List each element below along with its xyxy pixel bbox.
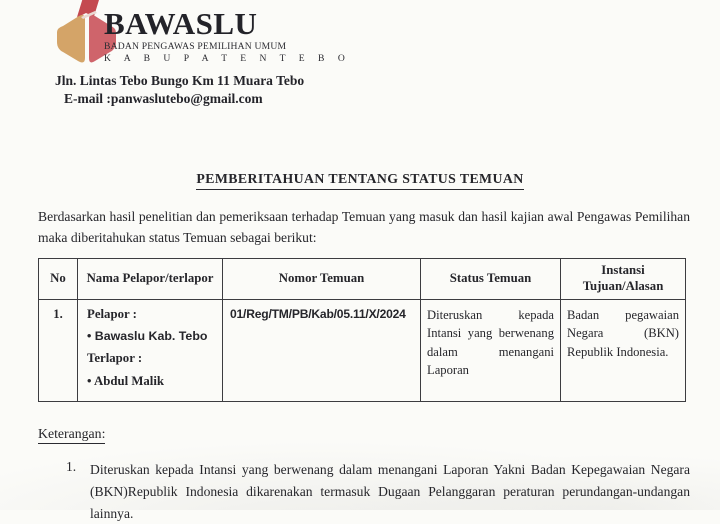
org-block [104, 8, 350, 63]
org-subtitle: BADAN PENGAWAS PEMILIHAN UMUM [104, 41, 287, 52]
cell-nama [78, 300, 223, 402]
intro-paragraph: Berdasarkan hasil penelitian dan pemeriksaan terhadap Temuan yang masuk dan hasil kajian awal Pengawas Pemilihan maka diberitahukan status Temuan sebagai berikut: [38, 209, 690, 246]
header-nomor: Nomor Temuan [223, 259, 421, 300]
pelapor-name: • Bawaslu Kab. Tebo [87, 329, 208, 344]
keterangan-heading: Keterangan: [38, 426, 105, 444]
cell-nomor-temuan: 01/Reg/TM/PB/Kab/05.11/X/2024 [223, 300, 421, 402]
keterangan-item [66, 459, 690, 524]
box-left-face [57, 15, 85, 62]
header-nama: Nama Pelapor/terlapor [78, 259, 223, 300]
org-region: K A B U P A T E N T E B O [104, 52, 351, 64]
cell-no: 1. [39, 300, 78, 402]
keterangan-item-number: 1. [66, 459, 77, 474]
pelapor-label: Pelapor : [87, 307, 137, 322]
address-block [55, 72, 304, 108]
cell-status-temuan: Diteruskan kepada Intansi yang berwenang dalam menangani Laporan [421, 300, 561, 402]
org-name: BAWASLU [104, 6, 258, 41]
letterhead [0, 0, 720, 112]
cell-instansi-tujuan: Badan pegawaian Negara (BKN) Republik Indonesia. [561, 300, 686, 402]
document-title: PEMBERITAHUAN TENTANG STATUS TEMUAN [196, 171, 523, 190]
header-instansi: Instansi Tujuan/Alasan [561, 259, 686, 300]
email-line: E-mail :panwaslutebo@gmail.com [64, 91, 263, 107]
title-wrap [0, 170, 720, 190]
header-status: Status Temuan [421, 259, 561, 300]
terlapor-label: Terlapor : [87, 351, 143, 366]
header-no: No [39, 259, 78, 300]
terlapor-name: • Abdul Malik [87, 373, 165, 388]
keterangan-item-text: Diteruskan kepada Intansi yang berwenang dalam menangani Laporan Yakni Badan Kepegawaian Negara (BKN)Republik Indonesia dikarenakan termasuk Dugaan Pelanggaran peraturan perundangan-undangan lainnya. [90, 462, 690, 521]
status-table [38, 258, 686, 402]
table-row [39, 300, 686, 402]
address-line: Jln. Lintas Tebo Bungo Km 11 Muara Tebo [55, 73, 305, 88]
table-header-row [39, 259, 686, 300]
